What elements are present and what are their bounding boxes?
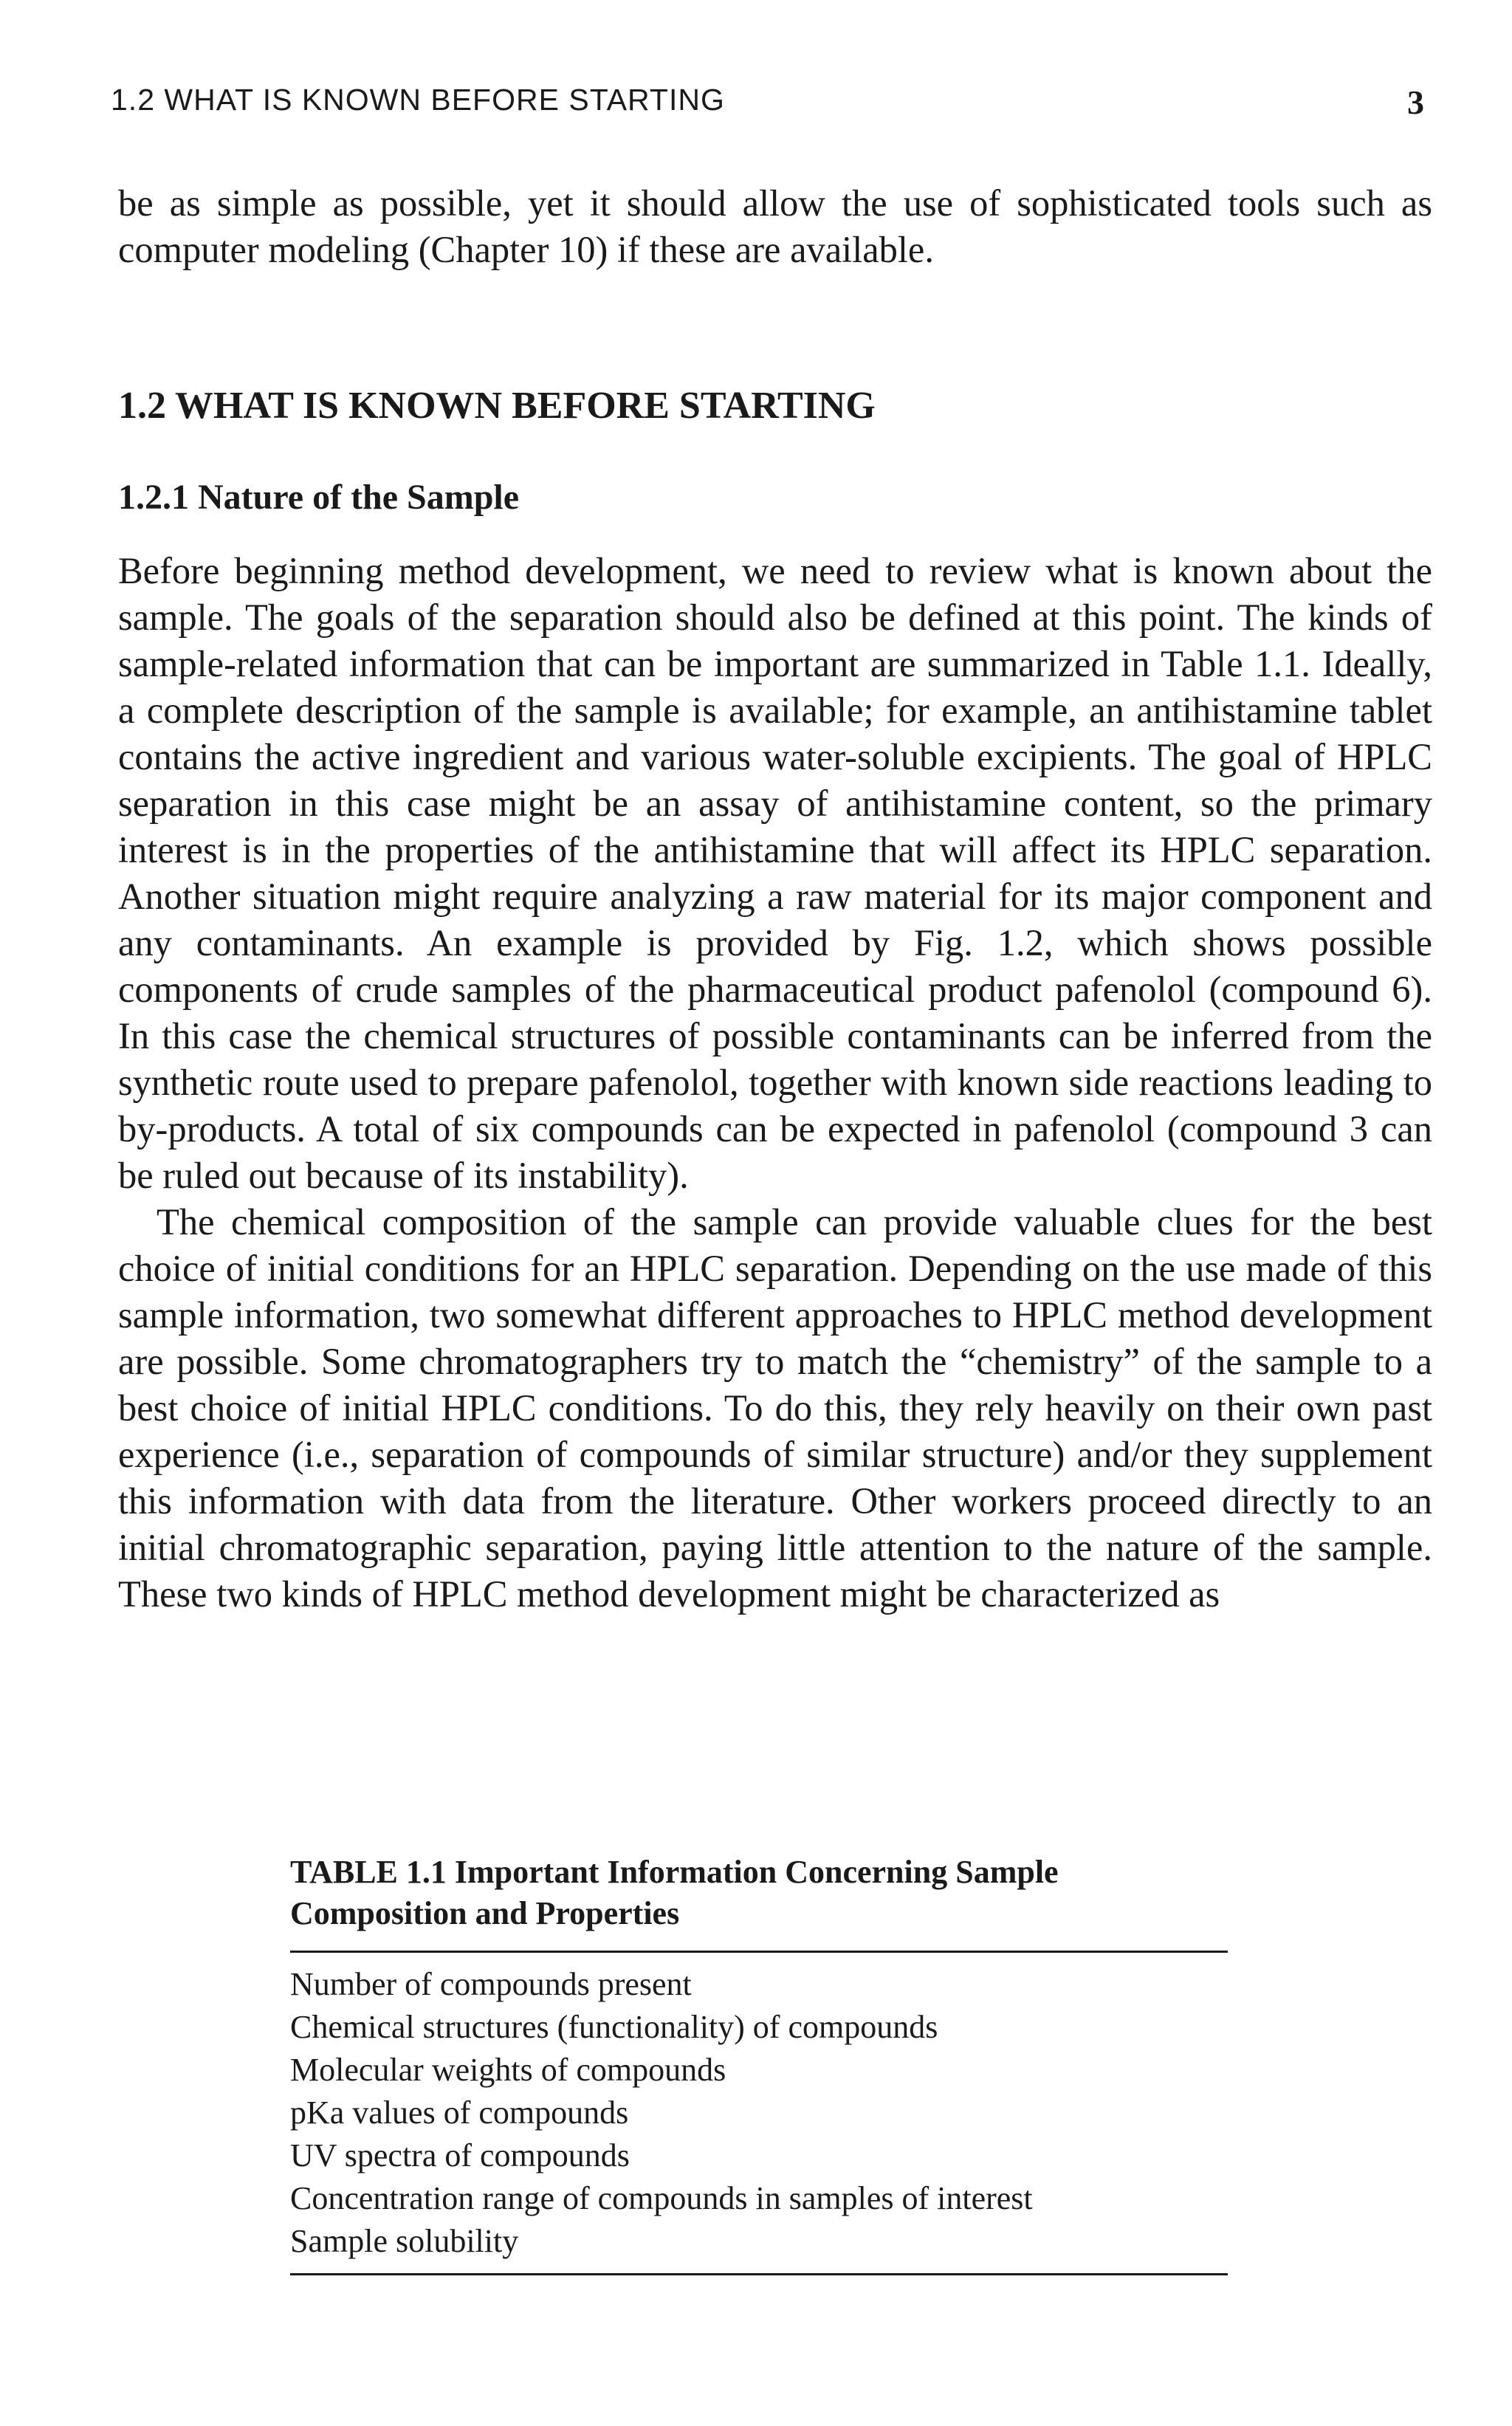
table-caption-line-1: TABLE 1.1 Important Information Concerning Sample [290,1854,1059,1890]
running-head [111,83,1432,124]
page-number: 3 [1407,83,1425,121]
intro-paragraph: be as simple as possible, yet it should allow the use of sophisticated tools such as computer modeling (Chapter 10) if these are available. [118,182,1432,270]
table-rows [290,1953,1228,2273]
table-caption-line-2: Composition and Properties [290,1895,680,1931]
table-row: UV spectra of compounds [290,2137,630,2174]
running-head-title: 1.2 WHAT IS KNOWN BEFORE STARTING [111,83,725,117]
table-row: Molecular weights of compounds [290,2052,726,2088]
table-row: Chemical structures (functionality) of compounds [290,2009,938,2045]
table-1-1 [290,1852,1228,2275]
table-caption [290,1852,1228,1934]
paragraph-1: Before beginning method development, we need to review what is known about the sample. The goals of the separation should also be defined at this point. The kinds of sample-related information that can be important are summarized in Table 1.1. Ideally, a complete description of the sample is available; for example, an antihistamine tablet contains the active ingredient and various water-soluble excipients. The goal of HPLC separation in this case might be an assay of antihistamine content, so the primary interest is in the properties of the antihistamine that will affect its HPLC separation. Another situation might require analyzing a raw material for its major component and any contaminants. An example is provided by Fig. 1.2, which shows possible components of crude samples of the pharmaceutical product pafenolol (compound 6). In this case the chemical structures of possible contaminants can be inferred from the synthetic route used to prepare pafenolol, together with known side reactions leading to by-products. A total of six compounds can be expected in pafenolol (compound 3 can be ruled out because of its instability). [118,550,1432,1196]
table-bottom-rule [290,2273,1228,2275]
table-row: pKa values of compounds [290,2095,629,2131]
main-text [118,548,1432,1618]
section-heading: 1.2 WHAT IS KNOWN BEFORE STARTING [118,385,876,427]
book-page [111,0,1432,2426]
table-row: Number of compounds present [290,1966,692,2002]
table-row: Sample solubility [290,2223,519,2259]
paragraph-2: The chemical composition of the sample can provide valuable clues for the best choice of initial conditions for an HPLC separation. Depending on the use made of this sample information, two somewhat different approaches to HPLC method development are possible. Some chromatographers try to match the “chemistry” of the sample to a best choice of initial HPLC conditions. To do this, they rely heavily on their own past experience (i.e., separation of compounds of similar structure) and/or they supplement this information with data from the literature. Other workers proceed directly to an initial chromatographic separation, paying little attention to the nature of the sample. These two kinds of HPLC method development might be characterized as [118,1201,1432,1615]
table-row: Concentration range of compounds in samples of interest [290,2180,1033,2216]
subsection-heading: 1.2.1 Nature of the Sample [118,478,520,517]
